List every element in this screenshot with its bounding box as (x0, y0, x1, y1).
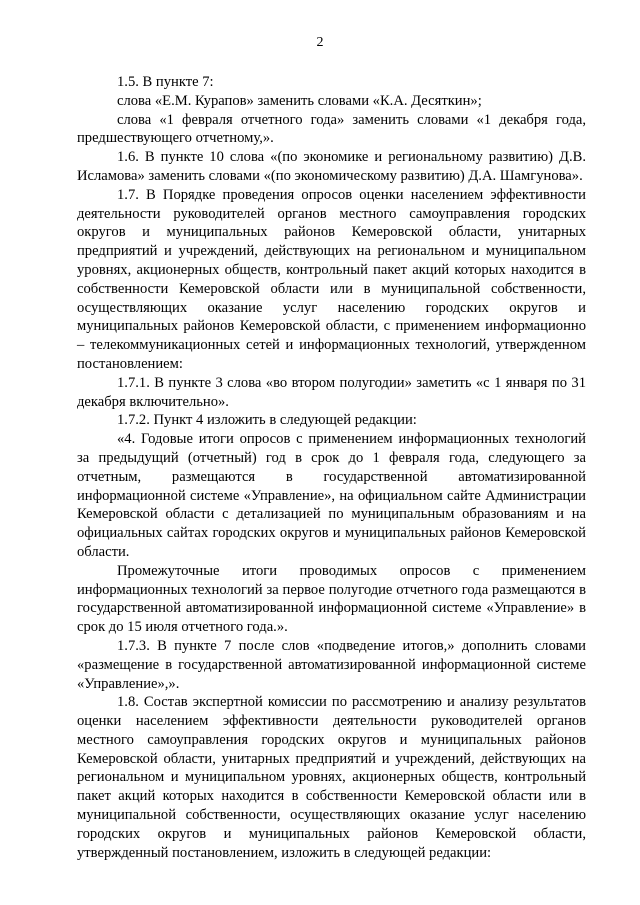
paragraph-1-7-1: 1.7.1. В пункте 3 слова «во втором полугодии» заметить «с 1 января по 31 декабря включительно». (77, 374, 586, 410)
paragraph-quote-4: «4. Годовые итоги опросов с применением информационных технологий за предыдущий (отчетный) год в срок до 1 февраля года, следующего за отчетным, размещаются в государственной автоматизированной информационной системе «Управление», на официальном сайте Администрации Кемеровской области с детализацией по муниципальным образованиям и на официальных сайтах городских округов и муниципальных районов Кемеровской области. (77, 431, 586, 560)
paragraph-1-5-b: слова «1 февраля отчетного года» заменить словами «1 декабря года, предшествующего отчетному,». (77, 111, 586, 147)
paragraph-quote-interim: Промежуточные итоги проводимых опросов с применением информационных технологий за первое полугодие отчетного года размещаются в государственной автоматизированной информационной системе «Управление» в срок до 15 июля отчетного года.». (77, 562, 586, 636)
paragraph-1-5-a: слова «Е.М. Курапов» заменить словами «К.А. Десяткин»; (117, 92, 482, 109)
document-body (77, 73, 586, 862)
paragraph-1-7-2: 1.7.2. Пункт 4 изложить в следующей редакции: (117, 412, 417, 429)
paragraph-1-8: 1.8. Состав экспертной комиссии по рассмотрению и анализу результатов оценки населением эффективности деятельности руководителей органов местного самоуправления городских округов и муниципальных районов Кемеровской области, унитарных предприятий и учреждений, действующих на региональном и муниципальном уровнях, акционерных обществ, контрольный пакет акций которых находится в собственности Кемеровской области или в муниципальной собственности, осуществляющих оказание услуг населению городских округов и муниципальных районов Кемеровской области, утвержденный постановлением, изложить в следующей редакции: (77, 694, 586, 861)
paragraph-1-6: 1.6. В пункте 10 слова «(по экономике и региональному развитию) Д.В. Исламова» заменить словами «(по экономическому развитию) Д.А. Шамгунова». (77, 149, 586, 184)
page-number: 2 (316, 35, 324, 50)
paragraph-1-5: 1.5. В пункте 7: (117, 74, 214, 90)
paragraph-1-7: 1.7. В Порядке проведения опросов оценки населением эффективности деятельности руководителей органов местного самоуправления городских округов и муниципальных районов Кемеровской области, унитарных предприятий и учреждений, действующих на региональном и муниципальном уровнях, акционерных обществ, контрольный пакет акций которых находится в собственности Кемеровской области или в муниципальной собственности, осуществляющих оказание услуг населению городских округов и муниципальных районов Кемеровской области, с применением информационно – телекоммуникационных сетей и информационных технологий, утвержденном постановлением: (77, 186, 586, 372)
paragraph-1-7-3: 1.7.3. В пункте 7 после слов «подведение итогов,» дополнить словами «размещение в государственной автоматизированной информационной системе «Управление»,». (77, 637, 586, 692)
